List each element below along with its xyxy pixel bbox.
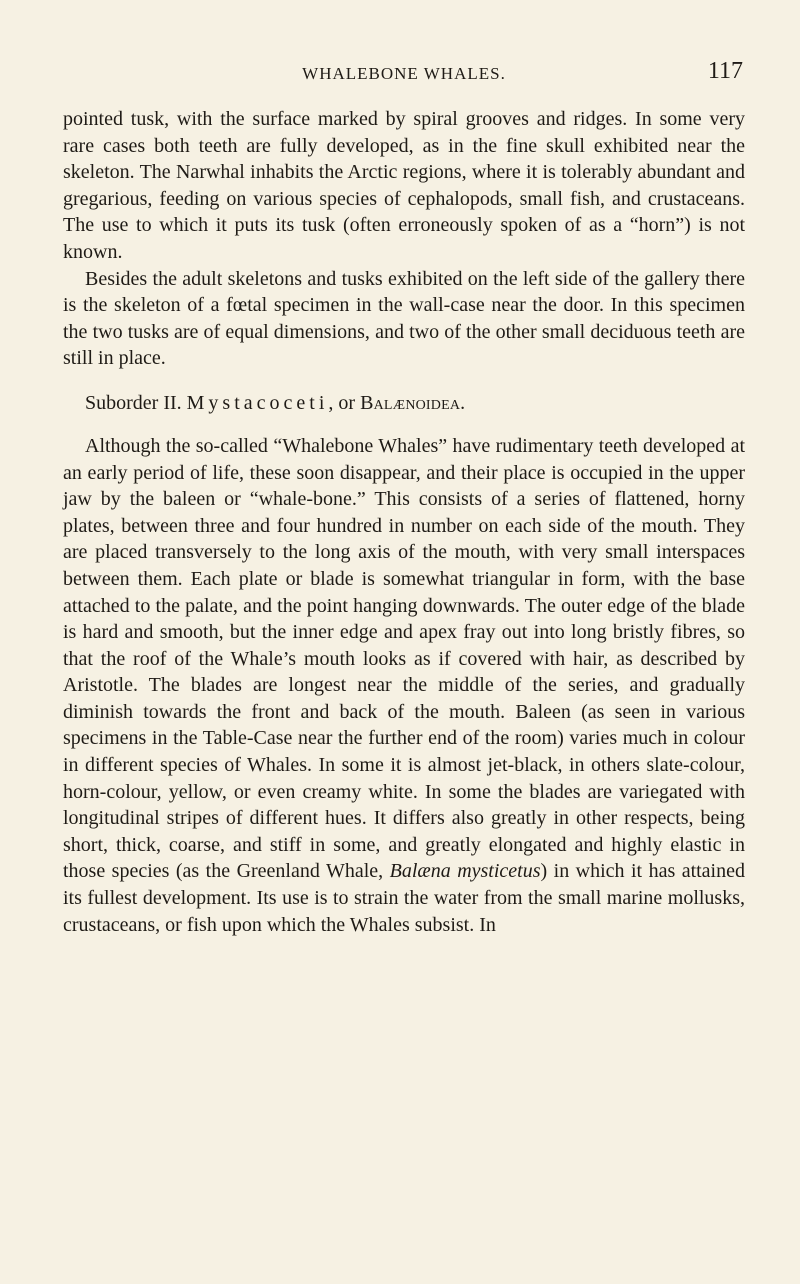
section-heading bbox=[63, 390, 745, 417]
baleen-text-end: ) in which it has attained its fullest development. Its use is to strain the water from the small marine mollusks, crustaceans, or fish upon which the Whales subsist. In bbox=[63, 860, 745, 936]
running-header bbox=[63, 60, 745, 90]
suborder-alt-name: Balænoidea. bbox=[360, 391, 466, 414]
suborder-label: Suborder II. bbox=[85, 391, 182, 414]
book-page bbox=[63, 60, 745, 938]
baleen-text: Although the so-called “Whalebone Whales” have rudimentary teeth developed at an early period of life, these soon disappear, and their place is occupied in the upper jaw by the baleen or “whale-bone.” This consists of a series of flattened, horny plates, between three and four hundred in number on each side of the mouth. They are placed transversely to the long axis of the mouth, with very small interspaces between them. Each plate or blade is somewhat triangular in form, with the base attached to the palate, and the point hanging downwards. The outer edge of the blade is hard and smooth, but the inner edge and apex fray out into long bristly fibres, so that the roof of the Whale’s mouth looks as if covered with hair, as described by Aristotle. The blades are longest near the middle of the series, and gradually diminish towards the front and back of the mouth. Baleen (as seen in various specimens in the Table-Case near the further end of the room) varies much in colour in different species of Whales. In some it is almost jet-black, in others slate-colour, horn-colour, yellow, or even creamy white. In some the blades are variegated with longitudinal stripes of different hues. It differs also greatly in other respects, being short, thick, coarse, and stiff in some, and greatly elongated and highly elastic in those species (as the Greenland Whale, bbox=[63, 434, 745, 883]
paragraph-baleen bbox=[63, 433, 745, 938]
suborder-joiner: , or bbox=[328, 391, 356, 414]
paragraph-narwhal-tusk: pointed tusk, with the surface marked by spiral grooves and ridges. In some very rare cases both teeth are fully developed, as in the fine skull exhibited near the skeleton. The Narwhal inhabits the Arctic regions, where it is tolerably abundant and gregarious, feeding on various species of cephalopods, small fish, and crustaceans. The use to which it puts its tusk (often erroneously spoken of as a “horn”) is not known. bbox=[63, 108, 745, 263]
body-text bbox=[63, 106, 745, 938]
page-number: 117 bbox=[707, 58, 743, 84]
species-name: Balæna mysticetus bbox=[389, 860, 541, 883]
running-title: WHALEBONE WHALES. bbox=[302, 64, 506, 83]
paragraph-foetal-specimen: Besides the adult skeletons and tusks exhibited on the left side of the gallery there is the skeleton of a fœtal specimen in the wall-case near the door. In this specimen the two tusks are of equal dimensions, and two of the other small deciduous teeth are still in place. bbox=[63, 267, 745, 370]
suborder-name: Mystacoceti bbox=[186, 391, 329, 414]
